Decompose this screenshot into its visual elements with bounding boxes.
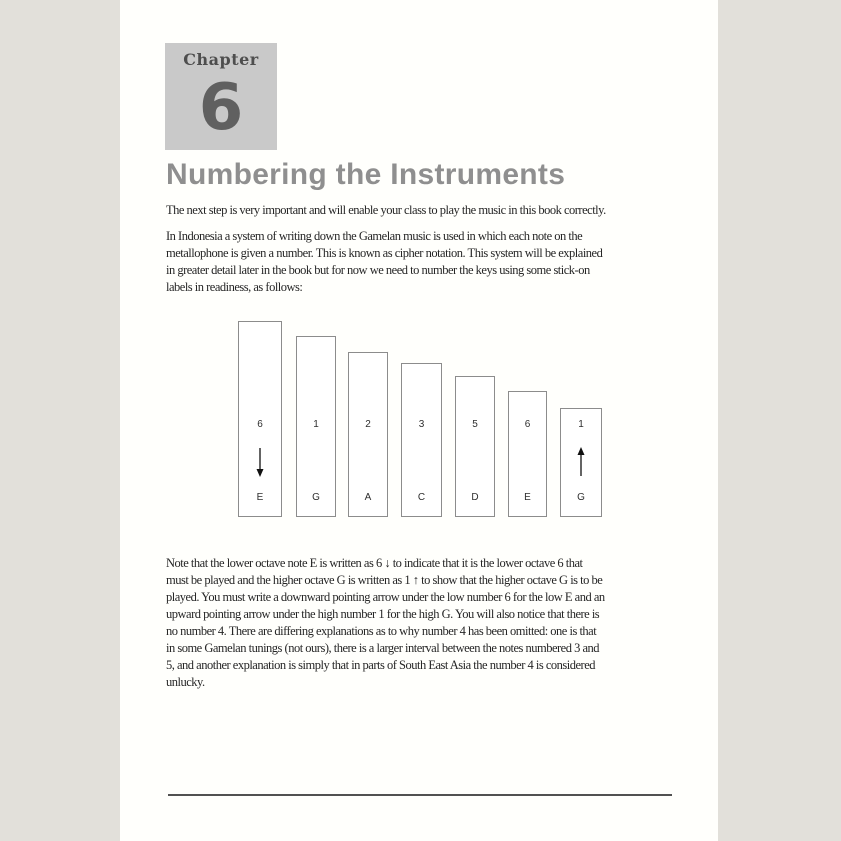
key-note: G [312, 492, 320, 503]
key-note: C [417, 492, 426, 503]
key-note: D [471, 492, 479, 503]
paragraph-octave-note: Note that the lower octave note E is written as 6 ↓ to indicate that it is the lower octave 6 that must be played and the higher octave G is written as 1 ↑ to show that the higher octave G is to be played. You must write a downward pointing arrow under the low number 6 for the low E and an upward pointing arrow under the high number 1 for the high G. You will also notice that there is no number 4. There are differing explanations as to why number 4 has been omitted: one is that in some Gamelan tunings (not ours), there is a larger interval between the notes numbered 3 and 5, and another explanation is simply that in parts of South East Asia the number 4 is considered unlucky. [166, 556, 605, 689]
key-note: E [256, 492, 264, 503]
metallophone-key-diagram [238, 321, 602, 517]
key-number: 3 [418, 419, 425, 430]
key-number: 5 [472, 419, 478, 430]
key-number: 1 [578, 419, 584, 430]
key-note: A [364, 492, 372, 503]
key-number: 6 [257, 419, 263, 430]
key-bar-c [401, 363, 442, 517]
key-note: E [524, 492, 531, 503]
key-bar-high-g [560, 408, 602, 517]
key-number: 1 [313, 419, 319, 430]
footer-rule [168, 794, 672, 796]
chapter-badge [165, 43, 277, 150]
book-page [120, 0, 718, 841]
key-number: 6 [524, 419, 531, 430]
page-title: Numbering the Instruments [166, 158, 566, 191]
key-bar-low-e [238, 321, 282, 517]
key-bar-d [455, 376, 495, 517]
up-arrow-icon [561, 446, 601, 478]
paragraph-cipher-notation: In Indonesia a system of writing down the Gamelan music is used in which each note on the metallophone is given a number. This is known as cipher notation. This system will be explained in greater detail later in the book but for now we need to number the keys using some stick-on labels in readiness, as follows: [166, 229, 603, 294]
key-bar-a [348, 352, 388, 517]
key-note: G [577, 492, 585, 503]
key-bar-g [296, 336, 336, 517]
paragraph-intro: The next step is very important and will enable your class to play the music in this book correctly. [166, 203, 606, 217]
chapter-label: Chapter [183, 50, 259, 69]
chapter-number: 6 [198, 71, 244, 145]
down-arrow-icon [239, 446, 281, 478]
key-bar-e [508, 391, 547, 517]
key-number: 2 [365, 419, 371, 430]
